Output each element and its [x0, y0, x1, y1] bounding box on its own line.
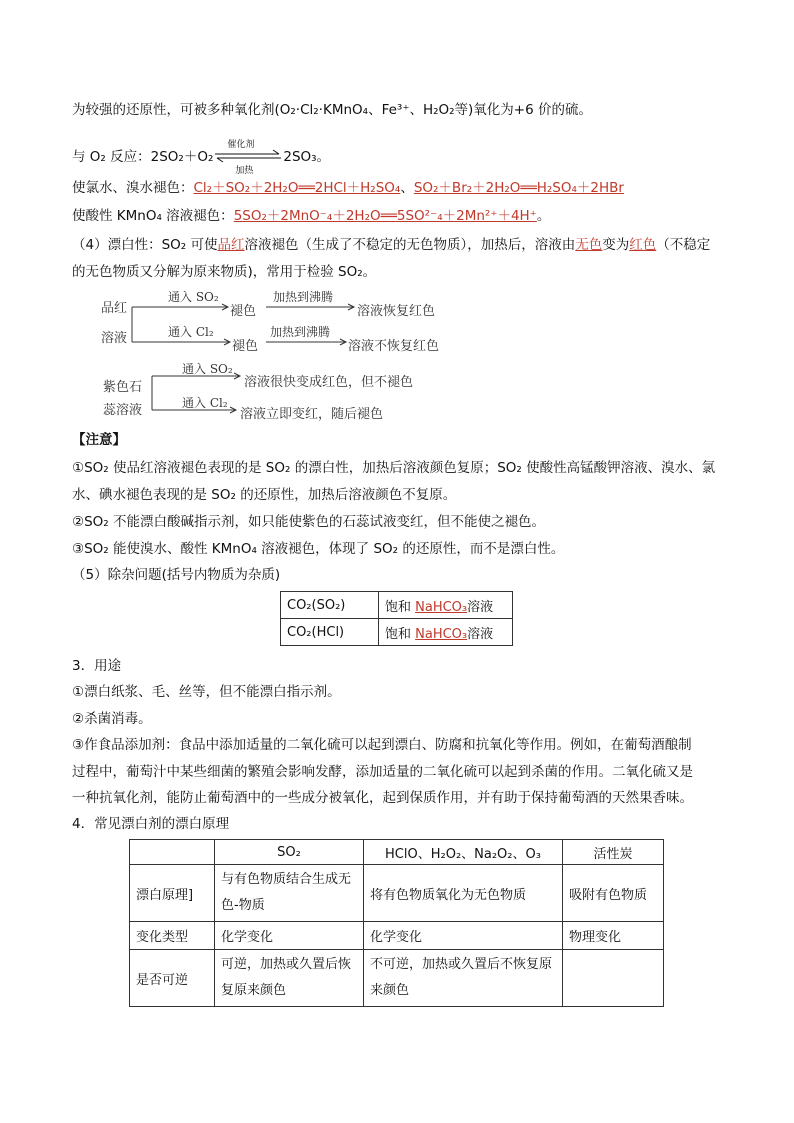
not-restore-red-label: 溶液不恢复红色: [348, 339, 440, 354]
litmus-so2-result: 溶液很快变成红色，但不褪色: [244, 375, 414, 390]
note-1-line2: 水、碘水褪色表现的是 SO₂ 的还原性，加热后溶液颜色不复原。: [72, 487, 457, 503]
impurity-table: [280, 591, 513, 646]
pass-cl2-label-1: 通入 Cl₂: [168, 325, 214, 339]
table-row: [281, 592, 513, 619]
litmus-cl2-result: 溶液立即变红，随后褪色: [240, 407, 384, 422]
uses-title: 3．用途: [72, 658, 122, 674]
table-cell: 将有色物质氧化为无色物质: [364, 865, 563, 922]
method-text: 溶液: [467, 599, 494, 615]
heat-boil-label-2: 加热到沸腾: [270, 325, 331, 339]
pass-so2-label-2: 通入 SO₂: [182, 362, 233, 376]
litmus-label-2: 蕊溶液: [103, 403, 143, 418]
note-3: ③SO₂ 能使溴水、酸性 KMnO₄ 溶液褪色，体现了 SO₂ 的还原性，而不是漂白性。: [72, 541, 565, 557]
table-cell: 吸附有色物质: [563, 865, 664, 922]
use-3-line3: 一种抗氧化剂，能防止葡萄酒中的一些成分被氧化，起到保质作用，并有助于保持葡萄酒的天然果香味。: [72, 790, 693, 806]
pass-cl2-label-2: 通入 Cl₂: [182, 396, 228, 410]
table-cell: 化学变化: [215, 922, 364, 950]
bleach-table: [129, 839, 664, 1007]
fade-label-1: 褪色: [230, 304, 257, 319]
heat-boil-label-1: 加热到沸腾: [273, 290, 334, 304]
litmus-label-1: 紫色石: [103, 380, 143, 395]
method-text: 溶液: [467, 626, 494, 642]
kmno4-suffix: 。: [536, 208, 551, 224]
bleaching-paragraph-line1: [72, 236, 710, 254]
bleach-text-c: 变为: [602, 237, 630, 253]
pass-so2-label-1: 通入 SO₂: [168, 290, 219, 304]
table-cell: 与有色物质结合生成无色-物质: [215, 865, 364, 922]
use-3-line1: ③作食品添加剂：食品中添加适量的二氧化硫可以起到漂白、防腐和抗氧化等作用。例如，在葡萄酒酿制: [72, 737, 692, 753]
heat-label: 加热: [235, 166, 254, 176]
bleach-text-b: 溶液褪色（生成了不稳定的无色物质），加热后，溶液由: [244, 237, 576, 253]
bleach-text-d: （不稳定: [656, 237, 711, 253]
table-row: [281, 619, 513, 646]
kmno4-line: [72, 207, 550, 225]
chlorine-bromine-prefix: 使氯水、溴水褪色：: [72, 180, 194, 196]
row-label: 是否可逆: [130, 950, 215, 1007]
table-cell: 化学变化: [364, 922, 563, 950]
restore-red-label: 溶液恢复红色: [357, 304, 436, 319]
note-2: ②SO₂ 不能漂白酸碱指示剂，如只能使紫色的石蕊试液变红，但不能使之褪色。: [72, 514, 545, 530]
header-cell: [130, 840, 215, 865]
fade-label-2: 褪色: [232, 339, 259, 354]
o2-reaction-prefix: 与 O₂ 反应：2SO₂＋O₂: [72, 149, 214, 165]
o2-reaction-suffix: 2SO₃。: [283, 149, 331, 165]
use-1: ①漂白纸浆、毛、丝等，但不能漂白指示剂。: [72, 684, 341, 700]
colorless-red: 无色: [575, 237, 603, 253]
table-row: [130, 840, 664, 865]
note-1-line1: ①SO₂ 使品红溶液褪色表现的是 SO₂ 的漂白性，加热后溶液颜色复原；SO₂ 使酸性高锰酸钾溶液、溴水、氯: [72, 460, 716, 476]
chlorine-bromine-line: [72, 179, 624, 197]
oxidation-line: 为较强的还原性，可被多种氧化剂(O₂·Cl₂·KMnO₄、Fe³⁺、H₂O₂等)氧化为+6 价的硫。: [72, 102, 592, 118]
kmno4-equation: 5SO₂＋2MnO⁻₄＋2H₂O══5SO²⁻₄＋2Mn²⁺＋4H⁺: [233, 208, 537, 224]
impurity-cell: CO₂(SO₂): [281, 592, 379, 619]
table-cell: 不可逆，加热或久置后不恢复原来颜色: [364, 950, 563, 1007]
impurity-title: （5）除杂问题(括号内物质为杂质): [72, 567, 281, 583]
bleach-title: 4．常见漂白剂的漂白原理: [72, 816, 230, 832]
method-reagent: NaHCO₃: [415, 599, 468, 615]
rongye-label: 溶液: [101, 331, 128, 346]
method-cell: [379, 619, 513, 646]
method-text: 饱和: [385, 599, 416, 615]
bleach-text-a: （4）漂白性：SO₂ 可使: [72, 237, 218, 253]
header-cell: SO₂: [215, 840, 364, 865]
table-cell: [563, 950, 664, 1007]
table-row: [130, 922, 664, 950]
table-cell: 可逆，加热或久置后恢复原来颜色: [215, 950, 364, 1007]
method-cell: [379, 592, 513, 619]
pinhong-label: 品红: [101, 301, 128, 316]
reversible-arrow: [213, 140, 283, 176]
table-row: [130, 865, 664, 922]
kmno4-prefix: 使酸性 KMnO₄ 溶液褪色：: [72, 208, 234, 224]
bleaching-paragraph-line2: 的无色物质又分解为原来物质)，常用于检验 SO₂。: [72, 264, 377, 280]
table-row: [130, 950, 664, 1007]
method-text: 饱和: [385, 626, 416, 642]
use-2: ②杀菌消毒。: [72, 711, 152, 727]
header-cell: 活性炭: [563, 840, 664, 865]
row-label: 漂白原理]: [130, 865, 215, 922]
pinhong-red: 品红: [217, 237, 245, 253]
catalyst-label: 催化剂: [227, 140, 255, 150]
chlorine-equation: Cl₂＋SO₂＋2H₂O══2HCl＋H₂SO₄: [193, 180, 401, 196]
impurity-cell: CO₂(HCl): [281, 619, 379, 646]
o2-reaction-line: [72, 140, 331, 176]
bromine-equation: SO₂＋Br₂＋2H₂O══H₂SO₄＋2HBr: [413, 180, 624, 196]
row-label: 变化类型: [130, 922, 215, 950]
red-color-red: 红色: [629, 237, 657, 253]
table-cell: 物理变化: [563, 922, 664, 950]
header-cell: HClO、H₂O₂、Na₂O₂、O₃: [364, 840, 563, 865]
method-reagent: NaHCO₃: [415, 626, 468, 642]
note-title: 【注意】: [72, 432, 126, 448]
equation-separator: 、: [400, 180, 414, 196]
use-3-line2: 过程中，葡萄汁中某些细菌的繁殖会影响发酵，添加适量的二氧化硫可以起到杀菌的作用。二氧化硫又是: [72, 764, 693, 780]
